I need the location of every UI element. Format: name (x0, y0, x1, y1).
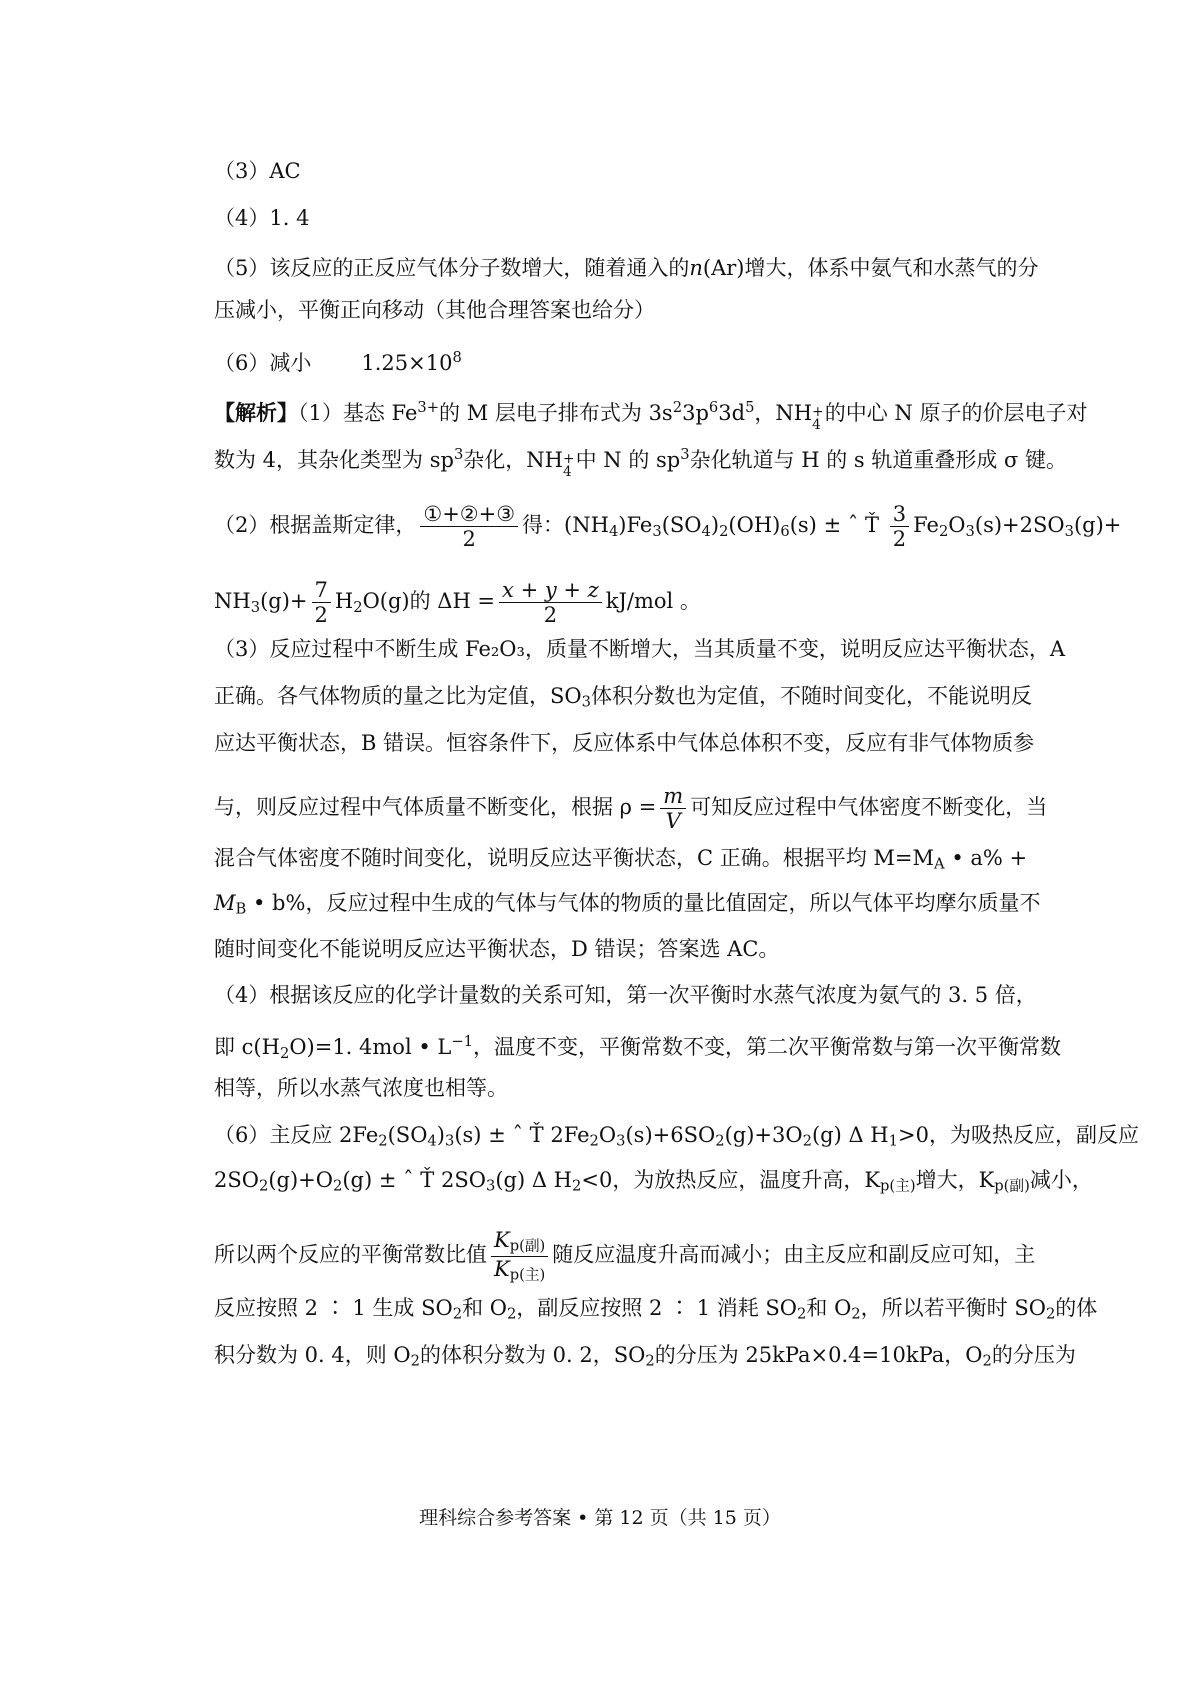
analysis-part4-line2: 即 $c(H_2O)=1$. 4mol • $L^{-1}$，温度不变，平衡常数不变，第二次平衡常数与第一次平衡常数 (214, 1033, 1062, 1062)
analysis-part4-line1: （4）根据该反应的化学计量数的关系可知，第一次平衡时水蒸气浓度为氨气的 3. 5 倍， (214, 983, 1037, 1007)
coefficient-fraction-7-2: $\frac{7}{2}$ (312, 578, 331, 627)
enthalpy-fraction: $\frac{x + y + z}{2}$ (499, 578, 602, 627)
analysis-part2-line2: $NH_3(g)+$ $\frac{7}{2}$ $H_2O(g)$的 ΔH = $\frac{x + y + z}{2}$ kJ/mol 。 (214, 578, 701, 628)
analysis-part6-line5: 积分数为 0. 4，则 $O_2$的体积分数为 0. 2，$SO_2$的分压为 25kPa×0.4=10kPa，$O_2$的分压为 (214, 1343, 1076, 1370)
answer-5-line1: （5）该反应的正反应气体分子数增大，随着通入的n(Ar)增大，体系中氨气和水蒸气的分 (214, 256, 1039, 280)
answer-3: （3）AC (214, 159, 301, 183)
hess-fraction: $\frac{\text{①+②+③}}{2}$ (420, 502, 518, 551)
answer-5-line2: 压减小，平衡正向移动（其他合理答案也给分） (214, 298, 655, 322)
density-fraction: $\frac{m}{V}$ (660, 784, 686, 833)
analysis-part6-line2: $2SO_2(g)+O_2(g)$ ± ˆ Ť $2SO_3(g)$ Δ $H_2<0$，为放热反应，温度升高，$K_{p(主)}$增大，$K_{p(副)}$减小， (214, 1168, 1093, 1195)
analysis-part3-line5: 混合气体密度不随时间变化，说明反应达平衡状态，C 正确。根据平均 $M=M_A$ • a% + (214, 846, 1028, 873)
analysis-part3-line3: 应达平衡状态，B 错误。恒容条件下，反应体系中气体总体积不变，反应有非气体物质参 (214, 731, 1035, 755)
analysis-part3-line7: 随时间变化不能说明反应达平衡状态，D 错误；答案选 AC。 (214, 937, 780, 961)
answer-4: （4）1. 4 (214, 206, 310, 230)
analysis-part3-line1: （3）反应过程中不断生成 Fe₂O₃，质量不断增大，当其质量不变，说明反应达平衡状态，A (214, 637, 1066, 661)
analysis-part6-line4: 反应按照 2 ∶ 1 生成 $SO_2$和 $O_2$，副反应按照 2 ∶ 1 消耗 $SO_2$和 $O_2$，所以若平衡时 $SO_2$的体 (214, 1296, 1098, 1323)
analysis-part1-line1: 【解析】（1）基态 $Fe^{3+}$的 M 层电子排布式为 $3s^23p^63d^5$，NH + 4 的中心 N 原子的价层电子对 (214, 399, 1088, 434)
page-footer: 理科综合参考答案 • 第 12 页（共 15 页） (419, 1507, 781, 1529)
answer-6: （6）减小 $1.25\times 10^8$ (214, 349, 462, 376)
analysis-part6-line1: （6）主反应 $2Fe_2(SO_4)_3(s)$ ± ˆ Ť $2Fe_2O_3(s)+6SO_2(g)+3O_2(g)$ Δ $H_1>0$，为吸热反应，副反应 (214, 1123, 1139, 1150)
analysis-part3-line4: 与，则反应过程中气体质量不断变化，根据 ρ = $\frac{m}{V}$ 可知反应过程中气体密度不断变化，当 (214, 784, 1048, 834)
analysis-part6-line3: 所以两个反应的平衡常数比值 $\frac{K_{p(副)}}{K_{p(主)}}$ 随反应温度升高而减小；由主反应和副反应可知，主 (214, 1228, 1036, 1284)
coefficient-fraction-3-2: $\frac{3}{2}$ (890, 502, 909, 551)
analysis-part1-line2: 数为 4，其杂化类型为 $sp^3$杂化，NH + 4 中 N 的 $sp^3$杂化轨道与 H 的 s 轨道重叠形成 σ 键。 (214, 446, 1068, 481)
analysis-part3-line6: $M_B$ • b%，反应过程中生成的气体与气体的物质的量比值固定，所以气体平均摩尔质量不 (214, 891, 1041, 918)
equilibrium-ratio-fraction: $\frac{K_{p(副)}}{K_{p(主)}}$ (491, 1228, 548, 1284)
analysis-part4-line3: 相等，所以水蒸气浓度也相等。 (214, 1076, 508, 1100)
analysis-part3-line2: 正确。各气体物质的量之比为定值，$SO_3$体积分数也为定值，不随时间变化，不能说明反 (214, 684, 1032, 711)
analysis-part2-line1: （2）根据盖斯定律， $\frac{\text{①+②+③}}{2}$ 得：$(NH_4)Fe_3(SO_4)_2(OH)_6(s)$ ± ˆ Ť $\frac{3}{2}$ $Fe_2O_3(s)+2SO_3(g)+$ (214, 502, 1122, 552)
